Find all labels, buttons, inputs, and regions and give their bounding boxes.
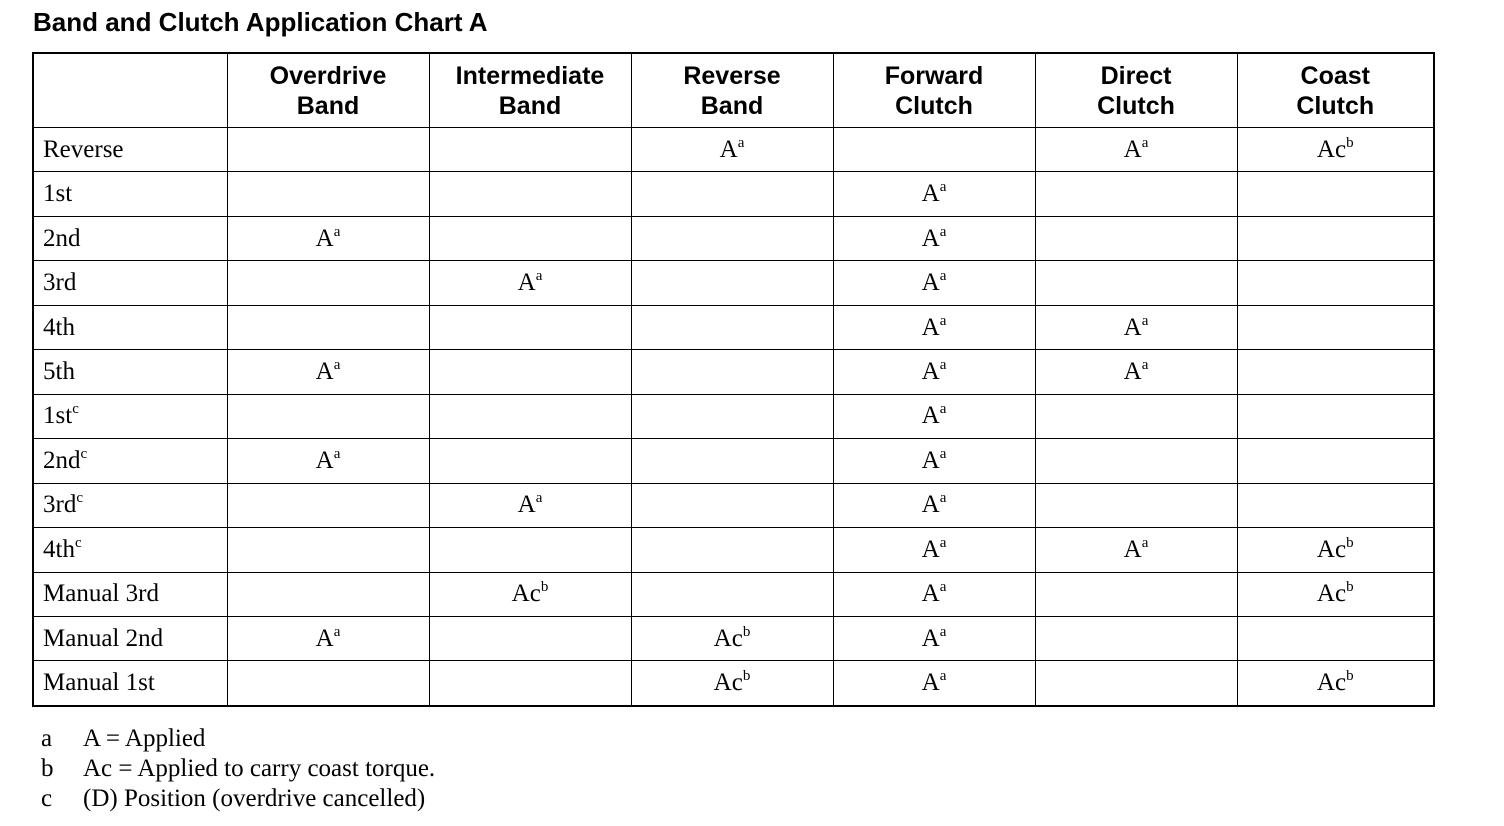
cell-value: A	[315, 357, 334, 385]
table-cell	[227, 216, 429, 260]
table-cell	[1035, 616, 1237, 660]
row-label-text: 3rd	[43, 491, 77, 519]
table-cell	[1237, 439, 1434, 483]
cell-footnote-mark: b	[1346, 668, 1354, 685]
table-cell	[631, 483, 833, 527]
footnotes	[41, 724, 435, 814]
table-cell	[429, 261, 631, 305]
table-cell	[1237, 216, 1434, 260]
table-cell	[1237, 172, 1434, 216]
row-label	[33, 483, 227, 527]
table-cell	[227, 661, 429, 706]
footnote-text: (D) Position (overdrive cancelled)	[83, 785, 426, 812]
table-row	[33, 483, 1434, 527]
cell-value: A	[1123, 357, 1142, 385]
cell-footnote-mark: a	[939, 534, 947, 551]
column-header-line2: Band	[700, 91, 764, 120]
table-cell	[1237, 616, 1434, 660]
column-header-line2: Clutch	[895, 91, 973, 120]
cell-value: A	[517, 269, 536, 297]
table-cell	[429, 172, 631, 216]
cell-footnote-mark: a	[333, 623, 341, 640]
column-header	[1237, 53, 1434, 128]
table-cell	[833, 172, 1035, 216]
column-header-line1: Forward	[884, 61, 984, 90]
table-row	[33, 528, 1434, 572]
table-cell	[429, 572, 631, 616]
table-row	[33, 128, 1434, 172]
cell-value: Ac	[713, 624, 743, 652]
cell-value: Ac	[511, 580, 541, 608]
row-label	[33, 394, 227, 438]
cell-value: A	[517, 491, 536, 519]
column-header-line1: Coast	[1300, 61, 1370, 90]
table-row	[33, 616, 1434, 660]
row-label-footnote-mark: c	[76, 490, 83, 507]
table-cell	[631, 661, 833, 706]
table-cell	[227, 616, 429, 660]
cell-footnote-mark: a	[1141, 312, 1149, 329]
table-cell	[631, 216, 833, 260]
cell-footnote-mark: b	[1346, 534, 1354, 551]
table-cell	[1237, 661, 1434, 706]
table-cell	[429, 661, 631, 706]
cell-footnote-mark: a	[1141, 134, 1149, 151]
cell-footnote-mark: a	[939, 223, 947, 240]
cell-value: A	[921, 491, 940, 519]
table-cell	[227, 572, 429, 616]
table-row	[33, 350, 1434, 394]
chart-title: Band and Clutch Application Chart A	[33, 7, 488, 37]
table-cell	[631, 305, 833, 349]
table-row	[33, 305, 1434, 349]
table-cell	[1237, 305, 1434, 349]
cell-footnote-mark: a	[535, 490, 543, 507]
footnote-key: b	[41, 755, 54, 782]
cell-footnote-mark: a	[939, 579, 947, 596]
cell-footnote-mark: a	[333, 223, 341, 240]
header-row	[33, 53, 1434, 128]
cell-value: A	[921, 269, 940, 297]
table-cell	[833, 572, 1035, 616]
table-cell	[833, 350, 1035, 394]
table-cell	[1237, 483, 1434, 527]
table-cell	[1237, 261, 1434, 305]
table-cell	[429, 305, 631, 349]
cell-value: A	[921, 224, 940, 252]
column-header	[429, 53, 631, 128]
cell-footnote-mark: a	[535, 268, 543, 285]
cell-value: Ac	[713, 669, 743, 697]
table-cell	[1035, 350, 1237, 394]
row-label-text: 4th	[43, 535, 75, 563]
row-label	[33, 616, 227, 660]
cell-footnote-mark: b	[742, 668, 751, 685]
table-cell	[1035, 261, 1237, 305]
table-cell	[429, 439, 631, 483]
column-header	[833, 53, 1035, 128]
column-header	[631, 53, 833, 128]
table-cell	[1035, 661, 1237, 706]
cell-footnote-mark: b	[742, 623, 751, 640]
table-cell	[227, 128, 429, 172]
row-label	[33, 128, 227, 172]
table-cell	[1035, 483, 1237, 527]
row-label-text: 1st	[43, 180, 73, 208]
cell-value: A	[921, 580, 940, 608]
table-cell	[429, 394, 631, 438]
header-corner	[33, 53, 227, 128]
table-row	[33, 572, 1434, 616]
column-header-line2: Band	[296, 91, 360, 120]
cell-footnote-mark: a	[939, 179, 947, 196]
row-label	[33, 305, 227, 349]
cell-value: A	[921, 402, 940, 430]
table-cell	[833, 661, 1035, 706]
row-label-footnote-mark: c	[80, 445, 88, 462]
row-label	[33, 216, 227, 260]
row-label-text: 1st	[43, 402, 73, 430]
table-cell	[1035, 128, 1237, 172]
table-body	[33, 128, 1434, 707]
column-header-line2: Band	[498, 91, 562, 120]
table-cell	[1237, 394, 1434, 438]
cell-value: Ac	[1316, 669, 1347, 697]
cell-footnote-mark: b	[540, 579, 549, 596]
column-header-line2: Clutch	[1097, 91, 1175, 120]
cell-footnote-mark: a	[939, 623, 947, 640]
row-label-text: Reverse	[43, 135, 124, 163]
cell-footnote-mark: a	[939, 312, 947, 329]
row-label	[33, 172, 227, 216]
cell-value: A	[921, 624, 940, 652]
footnote-item	[41, 754, 435, 784]
table-row	[33, 172, 1434, 216]
footnote-item	[41, 784, 435, 814]
row-label	[33, 261, 227, 305]
cell-footnote-mark: a	[737, 134, 745, 151]
row-label-text: 2nd	[43, 446, 81, 474]
cell-footnote-mark: a	[939, 668, 947, 685]
footnote-key: c	[41, 785, 53, 812]
table-cell	[1035, 172, 1237, 216]
table-cell	[429, 350, 631, 394]
column-header-line1: Reverse	[683, 61, 781, 90]
table-cell	[429, 483, 631, 527]
table-cell	[1237, 572, 1434, 616]
cell-value: A	[921, 535, 940, 563]
table-cell	[227, 261, 429, 305]
table-cell	[631, 350, 833, 394]
table-cell	[631, 616, 833, 660]
footnote-text: A = Applied	[83, 725, 206, 752]
table-cell	[227, 172, 429, 216]
footnote-text: Ac = Applied to carry coast torque.	[83, 755, 436, 782]
table-cell	[1035, 216, 1237, 260]
cell-value: A	[1123, 135, 1142, 163]
cell-value: A	[921, 669, 940, 697]
table-cell	[429, 528, 631, 572]
cell-footnote-mark: a	[939, 356, 947, 373]
row-label-text: 3rd	[43, 269, 77, 297]
table-cell	[227, 350, 429, 394]
table-row	[33, 661, 1434, 706]
table-cell	[833, 128, 1035, 172]
table-row	[33, 216, 1434, 260]
table-cell	[227, 394, 429, 438]
table-cell	[631, 439, 833, 483]
cell-footnote-mark: a	[333, 445, 341, 462]
cell-footnote-mark: a	[939, 268, 947, 285]
row-label-text: Manual 1st	[43, 669, 155, 697]
table-cell	[833, 439, 1035, 483]
table-cell	[833, 305, 1035, 349]
table-cell	[631, 172, 833, 216]
table-row	[33, 394, 1434, 438]
column-header	[227, 53, 429, 128]
row-label-footnote-mark: c	[72, 401, 79, 418]
table-cell	[631, 572, 833, 616]
row-label	[33, 528, 227, 572]
footnote-item	[41, 724, 435, 754]
cell-value: A	[315, 624, 334, 652]
cell-footnote-mark: b	[1346, 579, 1354, 596]
cell-footnote-mark: a	[939, 445, 947, 462]
cell-value: A	[921, 180, 940, 208]
table-row	[33, 261, 1434, 305]
table-cell	[833, 616, 1035, 660]
table-cell	[429, 128, 631, 172]
column-header-line1: Direct	[1100, 61, 1172, 90]
cell-value: A	[315, 446, 334, 474]
application-chart-table	[32, 52, 1435, 707]
row-label	[33, 661, 227, 706]
table-cell	[833, 483, 1035, 527]
cell-value: Ac	[1316, 580, 1347, 608]
cell-footnote-mark: a	[1141, 356, 1149, 373]
cell-value: Ac	[1316, 535, 1347, 563]
table-cell	[1035, 572, 1237, 616]
cell-footnote-mark: a	[939, 401, 947, 418]
table-cell	[227, 528, 429, 572]
column-header	[1035, 53, 1237, 128]
cell-footnote-mark: a	[939, 490, 947, 507]
table-cell	[1035, 439, 1237, 483]
cell-value: A	[1123, 535, 1142, 563]
table-cell	[227, 305, 429, 349]
table-cell	[1035, 305, 1237, 349]
column-header-line2: Clutch	[1296, 91, 1375, 120]
table-row	[33, 439, 1434, 483]
row-label-text: Manual 2nd	[43, 624, 164, 652]
cell-value: A	[921, 313, 940, 341]
table-cell	[631, 394, 833, 438]
cell-value: A	[1123, 313, 1142, 341]
table-cell	[631, 261, 833, 305]
table-cell	[1237, 128, 1434, 172]
cell-value: A	[921, 357, 940, 385]
table-cell	[833, 528, 1035, 572]
row-label-text: 5th	[43, 357, 75, 385]
table-cell	[833, 216, 1035, 260]
row-label-text: 2nd	[43, 224, 81, 252]
row-label-footnote-mark: c	[74, 534, 82, 551]
table-cell	[1035, 394, 1237, 438]
footnote-key: a	[41, 725, 53, 752]
table-cell	[429, 616, 631, 660]
table-cell	[227, 439, 429, 483]
row-label	[33, 439, 227, 483]
table-cell	[631, 528, 833, 572]
cell-footnote-mark: a	[1141, 534, 1149, 551]
cell-value: Ac	[1316, 135, 1347, 163]
table-cell	[1237, 350, 1434, 394]
row-label-text: 4th	[43, 313, 75, 341]
table-cell	[833, 261, 1035, 305]
table-cell	[429, 216, 631, 260]
cell-value: A	[921, 446, 940, 474]
column-header-line1: Intermediate	[455, 61, 605, 90]
table-cell	[631, 128, 833, 172]
row-label-text: Manual 3rd	[43, 580, 159, 608]
cell-value: A	[315, 224, 334, 252]
table-cell	[227, 483, 429, 527]
row-label	[33, 350, 227, 394]
table-cell	[833, 394, 1035, 438]
table-cell	[1035, 528, 1237, 572]
cell-value: A	[719, 135, 738, 163]
column-header-line1: Overdrive	[269, 61, 387, 90]
table-cell	[1237, 528, 1434, 572]
cell-footnote-mark: a	[333, 356, 341, 373]
cell-footnote-mark: b	[1346, 134, 1354, 151]
row-label	[33, 572, 227, 616]
